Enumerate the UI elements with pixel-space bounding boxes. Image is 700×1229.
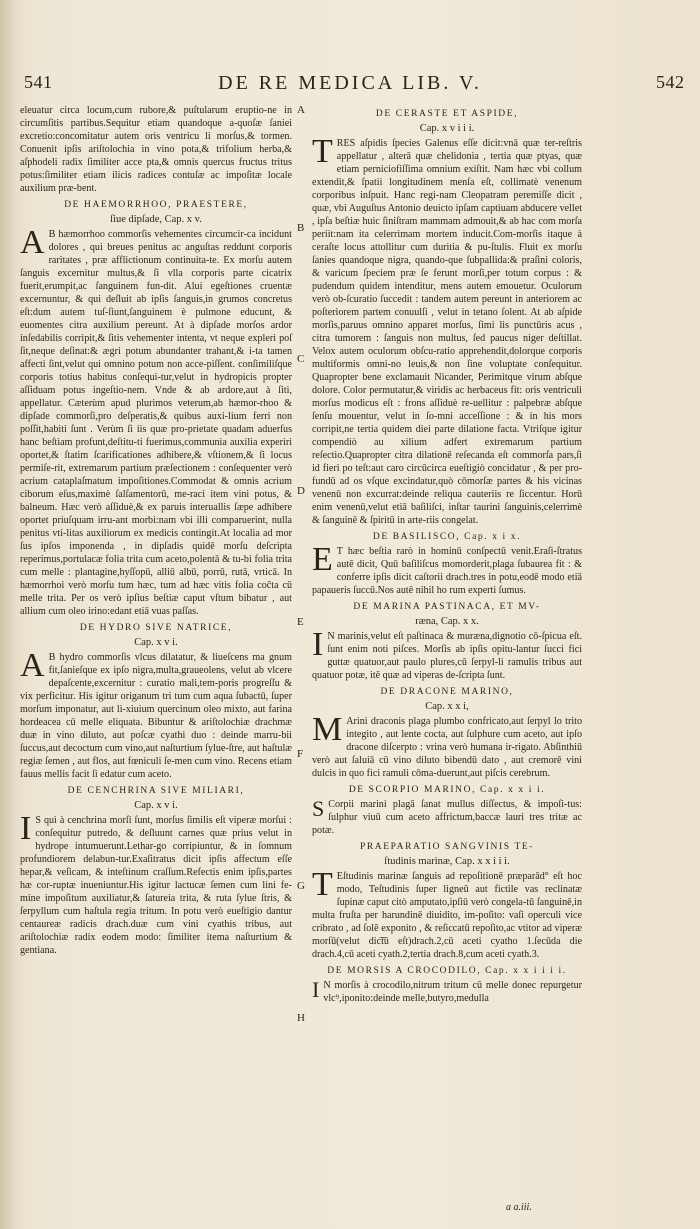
- paragraph-text: N marinis,velut eſt paſtinaca & muræna,dignotio cō-ſpicua eſt. ſunt enim noti piſces. Morſis ab ipſis opitu-lantur ſucci fici guttæ quatuor,aut paulo plures,cū ſerpyl-li ramulis tribus aut quatuor potæ, itē quæ ad viperas de-ſcripta ſunt.: [312, 631, 582, 681]
- drop-cap: T: [312, 866, 333, 903]
- margin-letter-h: H: [297, 1012, 305, 1024]
- section-heading-crocodilo: DE MORSIS A CROCODILO, Cap. x x i i i i.: [327, 966, 567, 976]
- paragraph-scorpio: [312, 798, 582, 837]
- section-subheading-cap20: ræna, Cap. x x.: [415, 616, 479, 627]
- paragraph-ceraste: [312, 133, 582, 527]
- drop-cap: I: [20, 810, 32, 847]
- margin-letter-e: E: [297, 616, 304, 628]
- drop-cap: S: [312, 796, 325, 821]
- paragraph-pastinaca: [312, 626, 582, 682]
- margin-letter-a: A: [297, 104, 305, 116]
- margin-letter-d: D: [297, 485, 305, 497]
- paragraph-text: B hydro commorſis vlcus dilatatur, & liueſcens ma gnum fit,ſanieſque ex ipſo nigra,multa,graueolens, velut ab vlcere depaſcente,excernitur : curatio mali,tem-poris progreſſu & vix perficitur. His igitur origanum tri tum cum aqua ſubactū, ſuper morſum imponatur, aut li-xiuium quercinum oleo mixto, aut farina hordeacea cū melle eliquata. Bibuntur & ariſtolochiæ drachmæ duæ in vino diluto, aut poſcæ cyathi duo : deinde marru-bii ſuccus,aut decoctum cum vino,aut naſturtium ſylue-ſtre, aut haſtulæ regiæ ſemen , aut flos, aut fœniculi ſe-men cum vino. Recens etiam fauus mellis facit ſi edatur cum aceto.: [20, 652, 292, 780]
- section-subheading-cap16b: Cap. x v i.: [134, 800, 178, 811]
- paragraph-haemorrhoo: [20, 224, 292, 618]
- paragraph-sanguinis: [312, 866, 582, 961]
- paragraph-dracone: [312, 711, 582, 780]
- paragraph-text: B hæmorrhoo commorſis vehementes circumcir-ca incidunt dolores , qui breues penitus ac anguſtas reddunt corporis raritates , præ afflictionum continuita-te. Ex morſu autem ſanguis excernitur multus,& ſi vlla corporis parte cicatrix fuerit,erumpit,ac ſanguinem fun-dit. Aluí egeſtiones cruentæ excernuntur, & qui deſluit ab ipſis ſanguis,in grumos concretus eſt:dum autem tuſ-ſiunt,ſanguinem è pulmone educunt, & euomentes citra auxilium pereunt. At à dipſade morſos ardor inſedabilis corripit,& ſitis vehementer intenta, vt neque expleri poſ ſit,neque deſinat:& ægri potum abundanter trahant,& i-ta tamen affecti ſint,velut qui omnino potum non acce-piſſent. conſimiliſque corporis totius habitus conſequi-tur,velut in hydropicis propter aſſiduam potus ingeſtio-nem. Vnde & ab ardore,aut à ſiti, appellatur. Cæterùm apud plurimos veterum,ab hæmor-rhoo & dipſade commorſi,pro deſperatis,& quibus auxi-lium ferri non poſſit,habiti ſunt . Verùm ſi iis quæ pro-prietate quadam aduerſus hanc beſtiam profunt,deſtitu-ti fuerimus,communia auxilia experiri oportet,& ſtatim ſcarificationes adhibere,& vſtionem,& ſi locus permiſe-rit, extremarum partium præſectionem : conſequenter verò acrium cataplaſmatum impoſitiones.Commodat & omnis acrium ciborum eſus,maximè ſalſamentorū, me-raci item vini potus, & balneum. Hæc verò aſſiduè,& ex paruis interuallis ſæpe adhibere oportet priuſquam irru-ant morbi:nam vbi illi comparuerint, nulla penitus vti-litas auxiliorum ex medicis contingit.At localia ad mor ſus ipſos imponenda , in dipſadis quidē morſu deſcripta reperimus,portulacæ folia trita cum aceto,polentā & tu-bi folia trita cum melle : plantagine,hyſſopū, alliū albū, porrū, rutā, vrticā. In hæmorrhoi verò morſu tum hæc, tum ad hæc vitis folia coĉta cū melle trita. Per os verò ipſius beſtiæ caput vſtum bibatur , aut allium cum oleo irino:edant etiā vuas paſſas.: [20, 229, 292, 617]
- drop-cap: I: [312, 626, 324, 663]
- running-header: [0, 72, 700, 98]
- margin-letter-f: F: [297, 748, 304, 760]
- section-heading-pastinaca: DE MARINA PASTINACA, ET MV-: [353, 602, 541, 612]
- margin-letter-b: B: [297, 222, 305, 234]
- paragraph-crocodilo: [312, 979, 582, 1005]
- left-column: [20, 104, 292, 958]
- paragraph-text: S quì à cenchrina morſi ſunt, morſus ſimilis eſt viperæ morſui : conſequitur putredo, & deſluunt carnes quæ prius velut in hydrope intumuerunt.Lethar-go corripiuntur, & in ſomnum profundiorem delabun-tur.Exaſitratus dicit ipſis affectum eſſe hepar,& veſicam, & inteſtinum craſſum.Refectis enim ipſis,partes hæ cor-ruptæ inueniuntur.His igitur lactucæ ſemen cum lini fe-mine impoſitum auxiliatur,& ſatureia trita, & ruta ſylue ſtris, & ſerpyllum cum haſtula regia tritum. In potu verò eueſtigio dantur centaureæ radicis drach.duæ cum vini cyathis tribus, aut ariſtolochiæ radix eodem modo: ſimiliter itema naſturtium & gentiana.: [20, 815, 292, 956]
- paragraph-hydro: [20, 647, 292, 781]
- section-heading-hydro: DE HYDRO SIVE NATRICE,: [79, 623, 233, 633]
- drop-cap: I: [312, 977, 320, 1002]
- drop-cap: E: [312, 541, 333, 578]
- section-subheading-cap23: ſtudinis marinæ, Cap. x x i i i.: [384, 856, 510, 867]
- paragraph-text: Corpii marini plagā ſanat mullus diſſectus, & impoſi-tus: ſulphur viuū cum aceto affrictum,baccæ lauri tres tritæ ac potæ.: [312, 799, 582, 836]
- section-subheading-cap15: ſiue dipſade, Cap. x v.: [110, 214, 202, 225]
- paragraph-text: T hæc beſtia rarò in hominū conſpectū venit.Eraſi-ſtratus autē dicit, Quū baſiliſcus momorderit,plaga ſubaurea fit : & conferre ipſis dicit caſtorii drach.tres in potu,eodē modo etiā papaueris ſuccū.Nos autē nihil ho rum experti ſumus.: [312, 546, 582, 596]
- page-gutter-shadow: [0, 0, 14, 1229]
- paragraph-cenchrina: [20, 810, 292, 957]
- paragraph-text: RES aſpidis ſpecies Galenus eſſe dicit:vnā quæ ter-reſtris appellatur , alterā quæ chelidonia , tertia quæ ptyas, quæ etiam perniciofiſſima omnium exiſtit. Nam hæc vbi collum extendit,& ſpatii longitudinem menſa eſt, collimatè venenum corporibus inſpuit. Hanc regi-nam Cleopatram peremiſſe dicit , quæ, vbi Auguſtus Antonio deuicto ipſam captiuam abducere vellet , ipſa beſtiæ huic ſiniſtram mammam admouit,& ab hac com morſa periit:nam ita celerrimam mortem inducit.Com-morſis itaque à ceraſte locus attollitur cum duritia & pu-ſtulis. Fluit ex morſu ſanies quandoque nigra, quando-que ſubpallida:& praſini coloris, & varicum ſpeciem præ ſe ferunt morſi,per totum corpus : & pudendum quidem intenditur, mens autem emouetur. Oculorum verò ob-ſcuratio ſuccedit : tandem autem pereunt in anteriorem ac poſteriorem partem conuulſi , velut in tetano ſolent. At ab aſpide morſis,paruus omnino apparet morſus, ſimi lis punctūris acus , citra tumorem : ſanguis non multus, ſed paucus niger deſtillat. Velox autem oculorum obſcu-ratio apprehendit,dolorque corporis multiformis omni-no leuis,& non ſine voluptate conſequitur. Quapropter bene exclamauit Nicander, Perimitque virum abſque dolore. Color permutatur,& viridis ac herbaceus fit: oris ventriculi morſus modicus eſt : frons aſſiduè re-uellitur : palpebræ abſque ſenſu mouentur, velut in ſo-mni acceſſione : & in his mors corripit,ne tertia quidem diei parte dilatione facta. Vtriſque igitur compendiò au xilium adfert extremarum partium reſectio.Quapropter citra dilationē reſecanda eſt commorſa pars,ſi id fieri po teſt:aut caro circūcirca eueſtigiò concidatur , & per pro-fundū ad os vſque excindatur,quò cōmorſæ partes & his vicinas venenū non excurrat:deinde reliqua cauteriis re ſiccentur. Horū enim venenū,velut etiā baſiliſci, inſtar taurini ſanguinis,celerrimè & ſanguinē & ſpiritū in arte-riis congelat.: [312, 138, 582, 526]
- section-heading-cenchrina: DE CENCHRINA SIVE MILIARI,: [67, 786, 245, 796]
- drop-cap: T: [312, 133, 333, 170]
- right-column: [312, 104, 582, 1006]
- section-heading-scorpio: DE SCORPIO MARINO, Cap. x x i i.: [348, 785, 546, 795]
- drop-cap: A: [20, 224, 45, 261]
- paragraph-text: Eſtudinis marinæ ſanguis ad repoſitionē præparād° eſt hoc modo, Teſtudinis ſuper ligneū aut fictile vas reclinatæ ſupinæ caput citò amputato,ipſiū verò congela-tū ſanguinē,in multa fruſta per harundinē diuidito, im-poſito: vaſi operculi vice cribrato , ad ſolē exponito , & reſiccatū repoſito,ac vtitor ad viperæ morſū(velut dic͠tū eſt)drach.2,cū aceti cyatho 1.ſecūda die drach.4,cū aceti cyath.2,tertia drach.8,cum aceti cyath.3.: [312, 871, 582, 960]
- drop-cap: A: [20, 647, 45, 684]
- margin-letter-c: C: [297, 353, 305, 365]
- margin-letter-g: G: [297, 880, 305, 892]
- section-heading-sanguinis: PRAEPARATIO SANGVINIS TE-: [359, 842, 535, 852]
- section-heading-haemorrhoo: DE HAEMORRHOO, PRAESTERE,: [64, 200, 248, 210]
- section-heading-dracone: DE DRACONE MARINO,: [380, 687, 514, 697]
- section-subheading-cap16: Cap. x v i.: [134, 637, 178, 648]
- intro-paragraph: eleuatur circa locum,cum rubore,& puſtularum eruptio-ne in circumſitis partibus.Sequitur etiam quandoque a-quoſæ ſaniei excretio:concomitatur autem oris ventricu li morſus,& tormen. Conuenit ipſis ariſtolochia in vino pota,& trifolium herba,& aſphodeli radix ſimiliter acce pta,& omnis quercus fructus tritus potus:ſimiliter etiam ilicis radices contuſæ ac impoſitæ locale auxilium præ-bent.: [20, 105, 292, 194]
- section-subheading-cap21: Cap. x x i,: [425, 701, 469, 712]
- paragraph-text: Arini draconis plaga plumbo confricato,aut ſerpyl lo trito integito , aut lente cocta, aut ſulphure cum aceto, aut ipſo dracone diſcerpto : vrina verò humana ir-rigato. Abſinthiū verò aut ſaluiā cū vino diluto bibendū dato , aut cremorē vini dulcis in quo fici ramuli cōma-duerunt,aut piſcis cerebrum.: [312, 716, 582, 779]
- section-subheading-cap18: Cap. x v i i i.: [419, 123, 475, 134]
- page-number-right: 542: [656, 72, 685, 92]
- section-heading-ceraste: DE CERASTE ET ASPIDE,: [375, 109, 519, 119]
- page-number-left: 541: [24, 72, 53, 92]
- signature-mark: a a.iii.: [506, 1202, 532, 1213]
- paragraph-text: N morſis à crocodilo,nitrum tritum cū melle donec repurgetur vlc⁹,iponito:deinde melle,butyro,medulla: [323, 980, 582, 1004]
- running-title: DE RE MEDICA LIB. V.: [218, 72, 482, 94]
- section-heading-basilisco: DE BASILISCO, Cap. x i x.: [372, 532, 522, 542]
- drop-cap: M: [312, 711, 343, 748]
- paragraph-basilisco: [312, 541, 582, 597]
